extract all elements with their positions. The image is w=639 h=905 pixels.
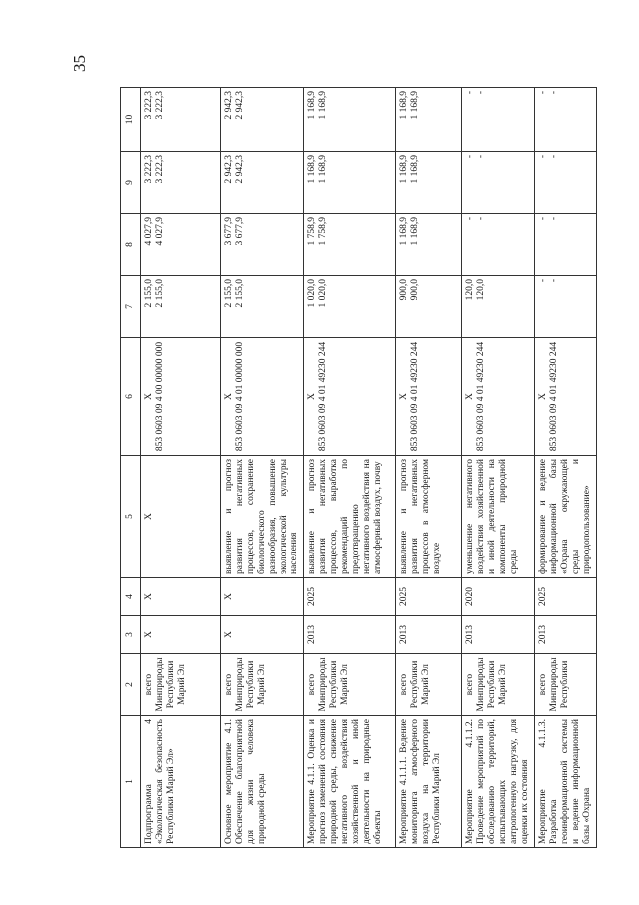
value-ministry: - xyxy=(476,155,487,159)
end-year-cell: 2025 xyxy=(396,578,462,616)
value-ministry: 1 168,9 xyxy=(318,155,329,184)
value-ministry: - xyxy=(548,217,559,221)
header-cell: 5 xyxy=(121,456,141,578)
value-ministry: 120,0 xyxy=(476,279,487,301)
value-cell-9 xyxy=(220,152,303,214)
value-ministry: 2 155,0 xyxy=(234,279,245,308)
value-cell-8 xyxy=(534,214,596,276)
budget-code-total: X xyxy=(143,393,154,400)
table-row xyxy=(304,88,396,848)
executor-name: Республики Марий Эл xyxy=(410,660,432,709)
end-year-cell: 2025 xyxy=(304,578,396,616)
value-ministry: 2 155,0 xyxy=(154,279,165,308)
program-name-cell: Мероприятие 4.1.1.3. Разработка геоинформационной системы и ведение информационной базы «Охрана xyxy=(534,716,596,848)
value-cell-9 xyxy=(396,152,462,214)
end-year-cell: X xyxy=(220,578,303,616)
header-cell: 2 xyxy=(121,654,141,716)
value-total: 120,0 xyxy=(465,279,476,301)
budget-code-cell xyxy=(462,338,535,456)
table-row xyxy=(396,88,462,848)
result-cell: выявление и прогноз развития негативных процессов в атмосферном воздухе xyxy=(396,456,462,578)
budget-code: 853 0603 09 4 01 49230 244 xyxy=(476,341,487,452)
executor-name: Минприроды Республики Марий Эл xyxy=(234,657,267,712)
budget-code-cell xyxy=(220,338,303,456)
header-cell: 6 xyxy=(121,338,141,456)
executor-name: Минприроды Республики Марий Эл xyxy=(318,657,351,712)
program-name-cell: Мероприятие 4.1.1.1. Ведение мониторинга атмосферного воздуха на территории Республики Марий Эл xyxy=(396,716,462,848)
value-cell-8 xyxy=(220,214,303,276)
value-total: 2 942,3 xyxy=(223,155,234,184)
result-cell: выявление и прогноз развития негативных процессов, выработка рекомендаций по предотвращению негативного воздействия на атмосферный воздух, почву xyxy=(304,456,396,578)
header-cell: 3 xyxy=(121,616,141,654)
executor-cell xyxy=(220,654,303,716)
result-cell: уменьшение негативного воздействия хозяйственной и иной деятельности на компоненты природной среды xyxy=(462,456,535,578)
start-year-cell: 2013 xyxy=(304,616,396,654)
value-total: - xyxy=(537,279,548,283)
executor-total: всего xyxy=(399,673,410,696)
value-total: 1 168,9 xyxy=(399,217,410,246)
value-cell-10 xyxy=(140,88,220,152)
value-ministry: - xyxy=(548,155,559,159)
value-total: - xyxy=(465,155,476,159)
value-ministry: 3 222,3 xyxy=(154,91,165,120)
value-cell-10 xyxy=(220,88,303,152)
value-cell-7 xyxy=(220,276,303,338)
end-year-cell: 2025 xyxy=(534,578,596,616)
value-ministry: - xyxy=(548,91,559,95)
executor-name: Минприроды Республики Марий Эл xyxy=(154,657,187,712)
value-cell-7 xyxy=(140,276,220,338)
value-ministry: - xyxy=(476,217,487,221)
value-ministry: 2 942,3 xyxy=(234,155,245,184)
value-cell-8 xyxy=(462,214,535,276)
program-table xyxy=(120,87,597,848)
value-total: - xyxy=(465,217,476,221)
budget-code: 853 0603 09 4 00 00000 000 xyxy=(154,341,165,452)
start-year-cell: 2013 xyxy=(396,616,462,654)
header-cell: 4 xyxy=(121,578,141,616)
value-cell-10 xyxy=(462,88,535,152)
budget-code-total: X xyxy=(307,393,318,400)
executor-cell xyxy=(534,654,596,716)
value-total: 1 168,9 xyxy=(399,155,410,184)
value-total: 2 155,0 xyxy=(143,279,154,308)
header-cell: 7 xyxy=(121,276,141,338)
value-ministry: 1 168,9 xyxy=(410,155,421,184)
value-total: 3 677,9 xyxy=(223,217,234,246)
value-ministry: 2 942,3 xyxy=(234,91,245,120)
value-cell-7 xyxy=(396,276,462,338)
value-cell-10 xyxy=(534,88,596,152)
value-ministry: 1 020,0 xyxy=(318,279,329,308)
value-cell-9 xyxy=(462,152,535,214)
value-total: - xyxy=(537,217,548,221)
value-ministry: - xyxy=(548,279,559,283)
executor-cell xyxy=(462,654,535,716)
executor-cell xyxy=(396,654,462,716)
value-cell-7 xyxy=(304,276,396,338)
value-total: - xyxy=(537,155,548,159)
value-ministry: 1 758,9 xyxy=(318,217,329,246)
start-year-cell: 2013 xyxy=(462,616,535,654)
value-total: 2 942,3 xyxy=(223,91,234,120)
header-cell: 8 xyxy=(121,214,141,276)
value-ministry: 1 168,9 xyxy=(410,91,421,120)
value-total: 2 155,0 xyxy=(223,279,234,308)
budget-code-cell xyxy=(396,338,462,456)
value-total: 4 027,9 xyxy=(143,217,154,246)
budget-code: 853 0603 09 4 01 49230 244 xyxy=(548,341,559,452)
budget-code: 853 0603 09 4 01 49230 244 xyxy=(410,341,421,452)
value-total: 1 168,9 xyxy=(307,91,318,120)
value-total: 1 168,9 xyxy=(399,91,410,120)
value-cell-10 xyxy=(396,88,462,152)
budget-code-cell xyxy=(140,338,220,456)
value-total: 1 020,0 xyxy=(307,279,318,308)
budget-code-total: X xyxy=(465,393,476,400)
executor-cell xyxy=(304,654,396,716)
value-cell-7 xyxy=(534,276,596,338)
budget-code-total: X xyxy=(537,393,548,400)
result-cell: формирование и ведение информационной базы «Охрана окружающей среды и природопользование» xyxy=(534,456,596,578)
budget-code-total: X xyxy=(223,393,234,400)
executor-name: Минприроды Республики xyxy=(548,657,570,712)
table-container xyxy=(120,88,592,848)
program-name-cell: Мероприятие 4.1.1.2. Проведение мероприятий по обследованию территорий, испытывающих антропогенную нагрузку, для оценки их состояния xyxy=(462,716,535,848)
value-total: 1 168,9 xyxy=(307,155,318,184)
header-cell: 1 xyxy=(121,716,141,848)
executor-total: всего xyxy=(307,673,318,696)
value-ministry: - xyxy=(476,91,487,95)
start-year-cell: X xyxy=(220,616,303,654)
value-ministry: 1 168,9 xyxy=(410,217,421,246)
value-ministry: 4 027,9 xyxy=(154,217,165,246)
value-total: - xyxy=(465,91,476,95)
end-year-cell: X xyxy=(140,578,220,616)
value-cell-8 xyxy=(304,214,396,276)
executor-name: Минприроды Республики Марий Эл xyxy=(476,657,509,712)
executor-total: всего xyxy=(223,673,234,696)
executor-total: всего xyxy=(143,673,154,696)
value-cell-10 xyxy=(304,88,396,152)
budget-code-total: X xyxy=(399,393,410,400)
executor-total: всего xyxy=(537,673,548,696)
budget-code: 853 0603 09 4 01 00000 000 xyxy=(234,341,245,452)
result-cell: X xyxy=(140,456,220,578)
value-total: - xyxy=(537,91,548,95)
value-cell-9 xyxy=(304,152,396,214)
executor-cell xyxy=(140,654,220,716)
start-year-cell: 2013 xyxy=(534,616,596,654)
page-number: 35 xyxy=(70,55,89,72)
table-row xyxy=(220,88,303,848)
header-cell: 10 xyxy=(121,88,141,152)
header-cell: 9 xyxy=(121,152,141,214)
value-total: 3 222,3 xyxy=(143,91,154,120)
table-row xyxy=(462,88,535,848)
value-total: 1 758,9 xyxy=(307,217,318,246)
result-cell: выявление и прогноз развития негативных процессов, сохранение биологического разнообразия, повышение экологической культуры населения xyxy=(220,456,303,578)
table-row xyxy=(534,88,596,848)
value-cell-8 xyxy=(140,214,220,276)
value-cell-9 xyxy=(534,152,596,214)
budget-code-cell xyxy=(304,338,396,456)
value-ministry: 3 677,9 xyxy=(234,217,245,246)
value-total: 3 222,3 xyxy=(143,155,154,184)
program-name-cell: Подпрограмма 4 «Экологическая безопасность Республики Марий Эл» xyxy=(140,716,220,848)
executor-total: всего xyxy=(465,673,476,696)
value-cell-9 xyxy=(140,152,220,214)
header-row xyxy=(121,88,141,848)
value-total: 900,0 xyxy=(399,279,410,301)
table-row xyxy=(140,88,220,848)
value-ministry: 1 168,9 xyxy=(318,91,329,120)
end-year-cell: 2020 xyxy=(462,578,535,616)
value-ministry: 3 222,3 xyxy=(154,155,165,184)
value-ministry: 900,0 xyxy=(410,279,421,301)
budget-code-cell xyxy=(534,338,596,456)
value-cell-8 xyxy=(396,214,462,276)
budget-code: 853 0603 09 4 01 49230 244 xyxy=(318,341,329,452)
value-cell-7 xyxy=(462,276,535,338)
start-year-cell: X xyxy=(140,616,220,654)
program-name-cell: Мероприятие 4.1.1. Оценка и прогноз изменений состояния природной среды, снижение негативного воздействия хозяйственной и иной деятельности на природные объекты xyxy=(304,716,396,848)
program-name-cell: Основное мероприятие 4.1. Обеспечение благоприятной для жизни человека природной среды xyxy=(220,716,303,848)
